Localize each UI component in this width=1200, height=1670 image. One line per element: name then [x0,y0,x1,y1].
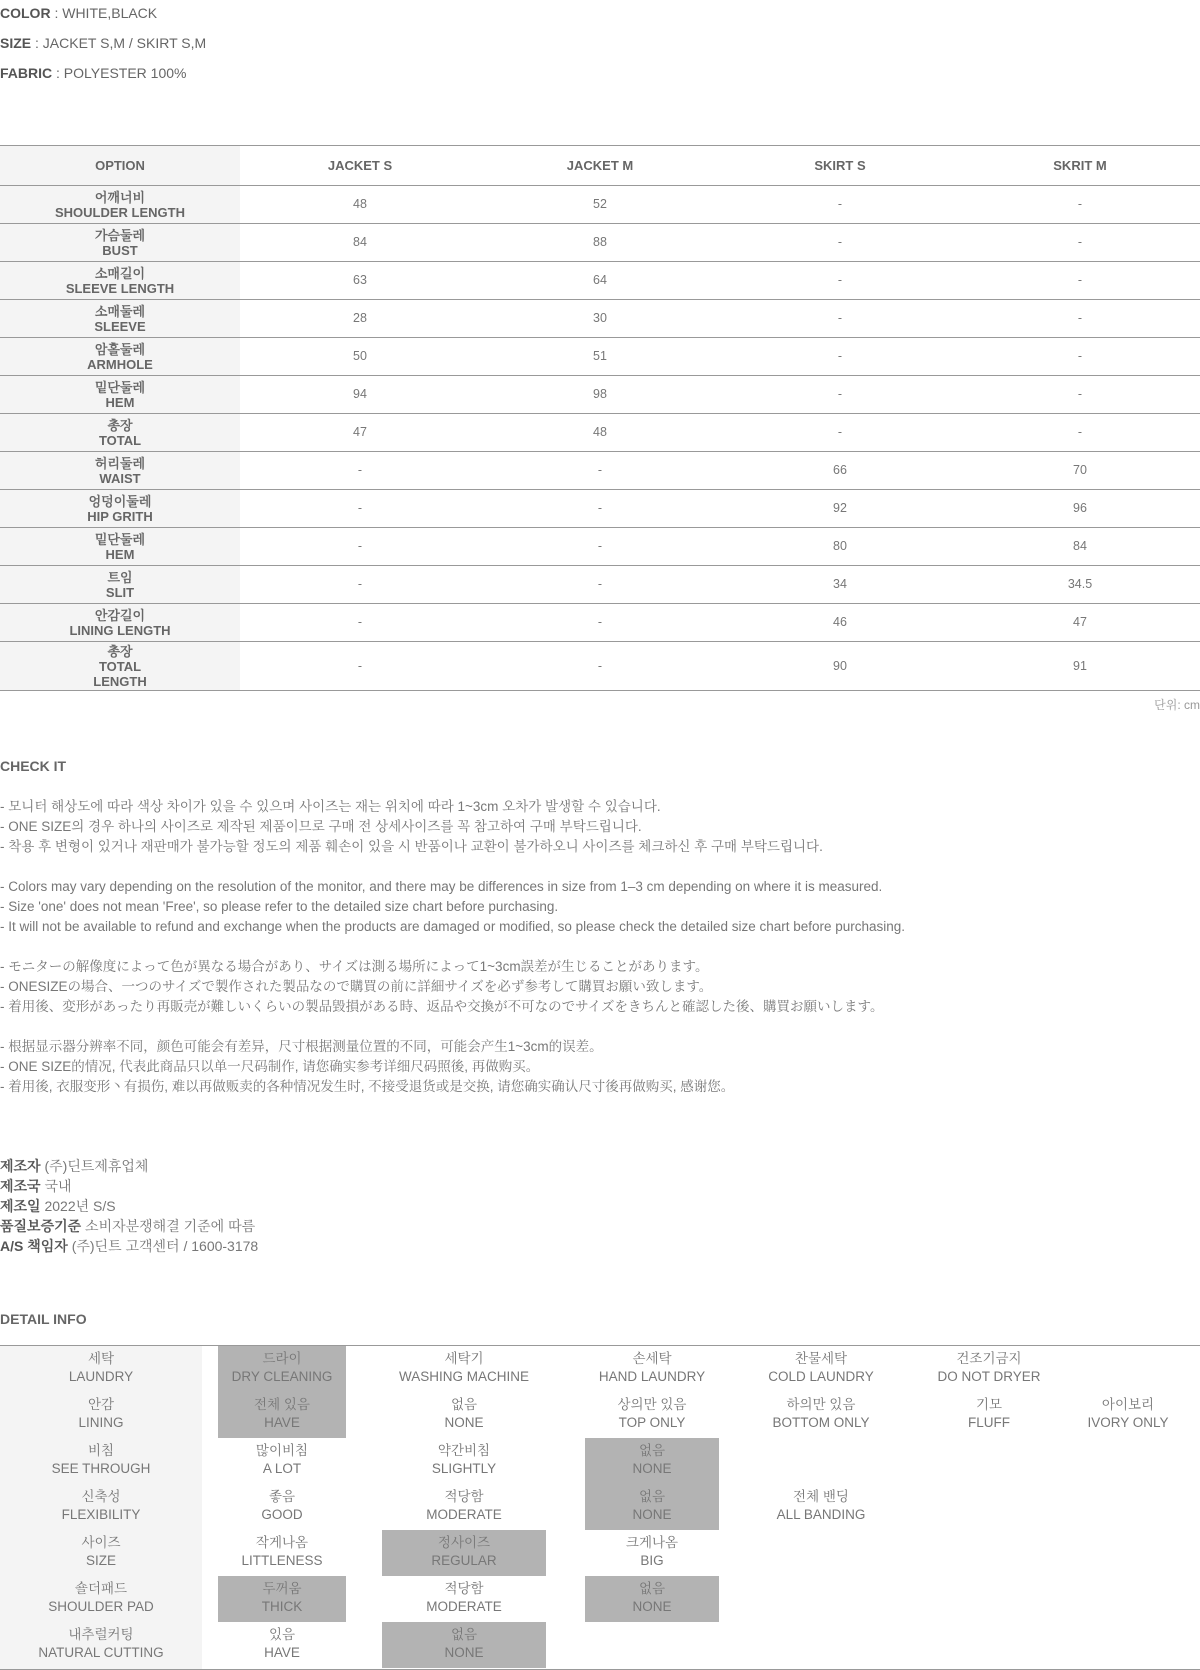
table-cell: 84 [960,528,1200,566]
row-label-ko: 가슴둘레 [94,227,146,243]
row-label-en: SLEEVE LENGTH [65,280,175,296]
detail-row-label [0,1488,202,1530]
notes-group [0,797,1200,857]
note-line: - Size 'one' does not mean 'Free', so please refer to the detailed size chart before purchasing. [0,899,559,914]
option-en: ALL BANDING [776,1507,866,1522]
detail-option [382,1622,546,1668]
option-ko: 없음 [638,1443,666,1458]
maker-line [0,1156,258,1176]
row-label-en: BUST [102,242,138,258]
row-label [0,528,240,566]
detail-label-ko: 숄더패드 [74,1581,128,1596]
spec-value: : JACKET S,M / SKIRT S,M [31,35,207,51]
table-cell: - [720,186,960,224]
detail-label-ko: 세탁 [87,1351,115,1366]
maker-line [0,1216,258,1236]
spec-color [0,5,157,21]
option-ko: 없음 [450,1397,478,1412]
option-ko: 전체 밴딩 [793,1489,849,1504]
option-en: HAVE [264,1645,300,1660]
detail-option [585,1484,719,1530]
option-ko: 건조기금지 [956,1351,1022,1366]
notes-group [0,877,1200,937]
row-label-ko: 총장 [107,417,133,433]
detail-label-en: SHOULDER PAD [48,1599,154,1614]
table-cell: 48 [480,414,720,452]
detail-label-en: SEE THROUGH [51,1461,151,1476]
table-cell: - [720,376,960,414]
detail-option [585,1346,719,1392]
option-ko: 손세탁 [632,1351,672,1366]
table-cell: - [240,604,480,642]
spec-value: : POLYESTER 100% [52,65,187,81]
detail-option [218,1576,346,1622]
option-ko: 없음 [638,1581,666,1596]
detail-option [585,1576,719,1622]
table-row [0,262,1200,300]
option-ko: 많이비침 [255,1443,309,1458]
detail-option [585,1438,719,1484]
option-en: GOOD [261,1507,303,1522]
table-row [0,186,1200,224]
row-label [0,224,240,262]
option-en: THICK [261,1599,303,1614]
option-en: WASHING MACHINE [398,1369,529,1384]
option-en: BOTTOM ONLY [772,1415,870,1430]
option-en: IVORY ONLY [1087,1415,1169,1430]
table-row [0,300,1200,338]
detail-option [218,1530,346,1576]
option-en: BIG [640,1553,664,1568]
option-ko: 두꺼움 [262,1581,302,1596]
maker-info [0,1156,258,1256]
header-skirt-s: SKIRT S [720,146,960,186]
detail-option [915,1346,1063,1392]
option-en: HAND LAUNDRY [598,1369,706,1384]
detail-option [382,1484,546,1530]
table-row [0,376,1200,414]
detail-option [915,1392,1063,1438]
detail-option [382,1576,546,1622]
table-cell: 70 [960,452,1200,490]
row-label [0,490,240,528]
note-line: - Colors may vary depending on the resolution of the monitor, and there may be differences in size from 1–3 cm depending on where it is measured. [0,879,883,894]
row-label [0,300,240,338]
option-ko: 기모 [975,1397,1003,1412]
row-label [0,376,240,414]
row-label [0,338,240,376]
detail-label-ko: 신축성 [81,1489,121,1504]
table-row [0,224,1200,262]
detail-label-ko: 안감 [87,1397,115,1412]
note-line: - It will not be available to refund and exchange when the products are damaged or modified, so please check the detailed size chart before purchasing. [0,919,906,934]
note-line: - ONESIZEの場合、一つのサイズで製作された製品なので購買の前に詳細サイズを必ず参考して購買お願い致します。 [0,979,713,994]
detail-option [218,1346,346,1392]
detail-row-label [0,1396,202,1438]
option-ko: 적당함 [444,1581,484,1596]
row-label-en: TOTAL [98,432,142,448]
option-ko: 세탁기 [444,1351,484,1366]
table-cell: 34 [720,566,960,604]
option-ko: 작게나옴 [255,1535,309,1550]
maker-label: A/S 책임자 [0,1238,68,1254]
row-label [0,414,240,452]
spec-label: COLOR [0,5,51,21]
detail-option [752,1392,890,1438]
option-en: A LOT [262,1461,302,1476]
table-cell: - [960,300,1200,338]
row-label-ko: 암홀둘레 [94,341,146,357]
row-label [0,566,240,604]
row-label-ko: 엉덩이둘레 [88,493,152,509]
table-cell: 90 [720,642,960,691]
option-ko: 적당함 [444,1489,484,1504]
detail-option [218,1484,346,1530]
table-cell: - [960,376,1200,414]
table-cell: 80 [720,528,960,566]
note-line: - 착용 후 변형이 있거나 재판매가 불가능할 정도의 제품 훼손이 있을 시 반품이나 교환이 불가하오니 사이즈를 체크하신 후 구매 부탁드립니다. [0,839,823,854]
maker-label: 제조국 [0,1178,41,1194]
option-en: COLD LAUNDRY [768,1369,874,1384]
detail-row-label [0,1626,202,1668]
detail-row-label [0,1580,202,1622]
table-row [0,642,1200,691]
table-cell: 47 [240,414,480,452]
option-en: DO NOT DRYER [937,1369,1041,1384]
row-label [0,186,240,224]
table-cell: 84 [240,224,480,262]
table-cell: - [960,414,1200,452]
note-line: - 根据显示器分辨率不同，颜色可能会有差异，尺寸根据测量位置的不同，可能会产生1~3cm的误差。 [0,1039,603,1054]
table-cell: - [240,566,480,604]
note-line: - 모니터 해상도에 따라 색상 차이가 있을 수 있으며 사이즈는 재는 위치에 따라 1~3cm 오차가 발생할 수 있습니다. [0,799,661,814]
table-row [0,566,1200,604]
table-cell: - [480,642,720,691]
option-ko: 전체 있음 [254,1397,310,1412]
table-row [0,452,1200,490]
table-row [0,338,1200,376]
row-label-en: SHOULDER LENGTH [55,204,185,220]
row-label [0,262,240,300]
option-en: MODERATE [426,1507,502,1522]
row-label [0,604,240,642]
table-cell: - [960,262,1200,300]
table-cell: 92 [720,490,960,528]
detail-row-label [0,1442,202,1484]
detail-option [382,1438,546,1484]
spec-label: SIZE [0,35,32,51]
table-cell: - [240,490,480,528]
table-row [0,528,1200,566]
table-cell: - [480,604,720,642]
option-en: NONE [632,1461,672,1476]
option-ko: 있음 [268,1627,296,1642]
option-ko: 크게나옴 [625,1535,679,1550]
row-label-en: SLIT [105,584,135,600]
detail-label-en: SIZE [85,1553,116,1568]
table-cell: - [720,224,960,262]
table-cell: 94 [240,376,480,414]
row-label-en: LINING LENGTH [69,622,171,638]
size-table-header-row [0,146,1200,186]
option-en: FLUFF [968,1415,1010,1430]
table-row [0,490,1200,528]
detail-label-ko: 비침 [87,1443,115,1458]
table-row [0,414,1200,452]
detail-option [585,1392,719,1438]
option-en: TOP ONLY [618,1415,686,1430]
row-label-ko: 소매둘레 [94,303,146,319]
table-cell: 91 [960,642,1200,691]
row-label-ko: 안감길이 [94,607,146,623]
maker-value: 국내 [40,1178,72,1194]
table-cell: 30 [480,300,720,338]
note-line: - 着用後, 衣服变形丶有损伤, 难以再做贩卖的各种情况发生时, 不接受退货或是交换, 请您确实确认尺寸後再做购买, 感谢您。 [0,1079,735,1094]
row-label-ko: 밑단둘레 [94,531,146,547]
option-ko: 아이보리 [1101,1397,1155,1412]
table-cell: - [720,338,960,376]
table-cell: 51 [480,338,720,376]
spec-label: FABRIC [0,65,53,81]
table-cell: 47 [960,604,1200,642]
table-cell: - [960,338,1200,376]
option-en: NONE [444,1415,484,1430]
detail-option [218,1392,346,1438]
row-label-en: HEM [105,546,135,562]
note-line: - 着用後、変形があったり再販売が難しいくらいの製品毀損がある時、返品や交換が不可なのでサイズをきちんと確認した後、購買お願いします。 [0,999,884,1014]
row-label [0,642,240,691]
maker-line [0,1236,258,1256]
option-ko: 좋음 [268,1489,296,1504]
table-cell: - [720,300,960,338]
table-cell: 63 [240,262,480,300]
table-cell: - [960,186,1200,224]
row-label-en: WAIST [99,470,141,486]
table-cell: 48 [240,186,480,224]
option-ko: 없음 [638,1489,666,1504]
row-label-en: HEM [105,394,135,410]
header-skirt-m: SKRIT M [960,146,1200,186]
table-cell: 34.5 [960,566,1200,604]
header-jacket-m: JACKET M [480,146,720,186]
detail-option [382,1346,546,1392]
table-cell: - [240,528,480,566]
unit-note: 단위: cm [1154,698,1200,712]
header-jacket-s: JACKET S [240,146,480,186]
row-label-en: TOTAL [98,658,142,674]
detail-option [585,1530,719,1576]
detail-label-ko: 내추럴커팅 [68,1627,134,1642]
table-cell: - [240,642,480,691]
detail-option [1063,1392,1193,1438]
option-en: HAVE [264,1415,300,1430]
maker-value: (주)딘트제휴업체 [40,1158,149,1174]
row-label-en: LENGTH [93,673,147,689]
row-label-ko: 어깨너비 [94,189,146,205]
row-label-en: SLEEVE [94,318,146,334]
row-label-ko: 트임 [107,569,133,585]
detail-row-label [0,1534,202,1576]
note-line: - ONE SIZE의 경우 하나의 사이즈로 제작된 제품이므로 구매 전 상세사이즈를 꼭 참고하여 구매 부탁드립니다. [0,819,642,834]
maker-value: 2022년 S/S [40,1198,116,1214]
table-cell: - [720,262,960,300]
option-ko: 없음 [450,1627,478,1642]
option-en: REGULAR [431,1553,497,1568]
row-label-en: HIP GRITH [87,508,153,524]
maker-line [0,1196,258,1216]
check-it-title: CHECK IT [0,758,67,774]
detail-label-ko: 사이즈 [81,1535,121,1550]
detail-label-en: LAUNDRY [68,1369,134,1384]
detail-label-en: FLEXIBILITY [61,1507,141,1522]
maker-label: 품질보증기준 [0,1218,82,1234]
detail-option [752,1484,890,1530]
maker-value: (주)딘트 고객센터 / 1600-3178 [67,1238,259,1254]
option-ko: 하의만 있음 [786,1397,856,1412]
size-table [0,145,1200,691]
option-en: SLIGHTLY [431,1461,497,1476]
row-label-ko: 허리둘레 [94,455,146,471]
table-cell: - [480,528,720,566]
spec-size [0,35,206,51]
detail-option [218,1438,346,1484]
note-line: - ONE SIZE的情况, 代表此商品只以单一尺码制作, 请您确实参考详细尺码照後, 再做购买。 [0,1059,540,1074]
notes-group [0,957,1200,1017]
detail-option [382,1392,546,1438]
table-cell: 28 [240,300,480,338]
table-cell: 52 [480,186,720,224]
row-label-ko: 총장 [107,643,133,659]
detail-option [218,1622,346,1668]
option-en: NONE [444,1645,484,1660]
option-ko: 드라이 [262,1351,302,1366]
option-en: NONE [632,1507,672,1522]
row-label-ko: 소매길이 [94,265,146,281]
table-cell: 46 [720,604,960,642]
detail-info-title: DETAIL INFO [0,1311,87,1327]
detail-label-en: NATURAL CUTTING [38,1645,164,1660]
option-ko: 상의만 있음 [617,1397,687,1412]
option-en: LITTLENESS [241,1553,323,1568]
option-ko: 정사이즈 [437,1535,491,1550]
notes-group [0,1037,1200,1097]
table-cell: - [480,490,720,528]
table-cell: 50 [240,338,480,376]
table-cell: 88 [480,224,720,262]
table-cell: 66 [720,452,960,490]
table-cell: - [240,452,480,490]
maker-line [0,1176,258,1196]
table-cell: - [480,452,720,490]
table-cell: - [720,414,960,452]
maker-label: 제조일 [0,1198,41,1214]
detail-row-label [0,1350,202,1392]
spec-fabric [0,65,186,81]
table-row [0,604,1200,642]
table-cell: 96 [960,490,1200,528]
check-it-notes [0,797,1200,1117]
row-label-ko: 밑단둘레 [94,379,146,395]
maker-value: 소비자분쟁해결 기준에 따름 [81,1218,256,1234]
maker-label: 제조자 [0,1158,41,1174]
detail-info-grid [0,1345,1200,1670]
option-en: MODERATE [426,1599,502,1614]
row-label [0,452,240,490]
row-label-en: ARMHOLE [87,356,153,372]
spec-value: : WHITE,BLACK [50,5,158,21]
detail-option [382,1530,546,1576]
detail-label-en: LINING [78,1415,124,1430]
header-option: OPTION [0,146,240,186]
detail-option [752,1346,890,1392]
table-cell: 64 [480,262,720,300]
table-cell: - [480,566,720,604]
table-cell: - [960,224,1200,262]
table-cell: 98 [480,376,720,414]
option-ko: 찬물세탁 [794,1351,848,1366]
option-en: NONE [632,1599,672,1614]
option-en: DRY CLEANING [231,1369,333,1384]
option-ko: 약간비침 [437,1443,491,1458]
note-line: - モニターの解像度によって色が異なる場合があり、サイズは測る場所によって1~3cm誤差が生じることがあります。 [0,959,709,974]
